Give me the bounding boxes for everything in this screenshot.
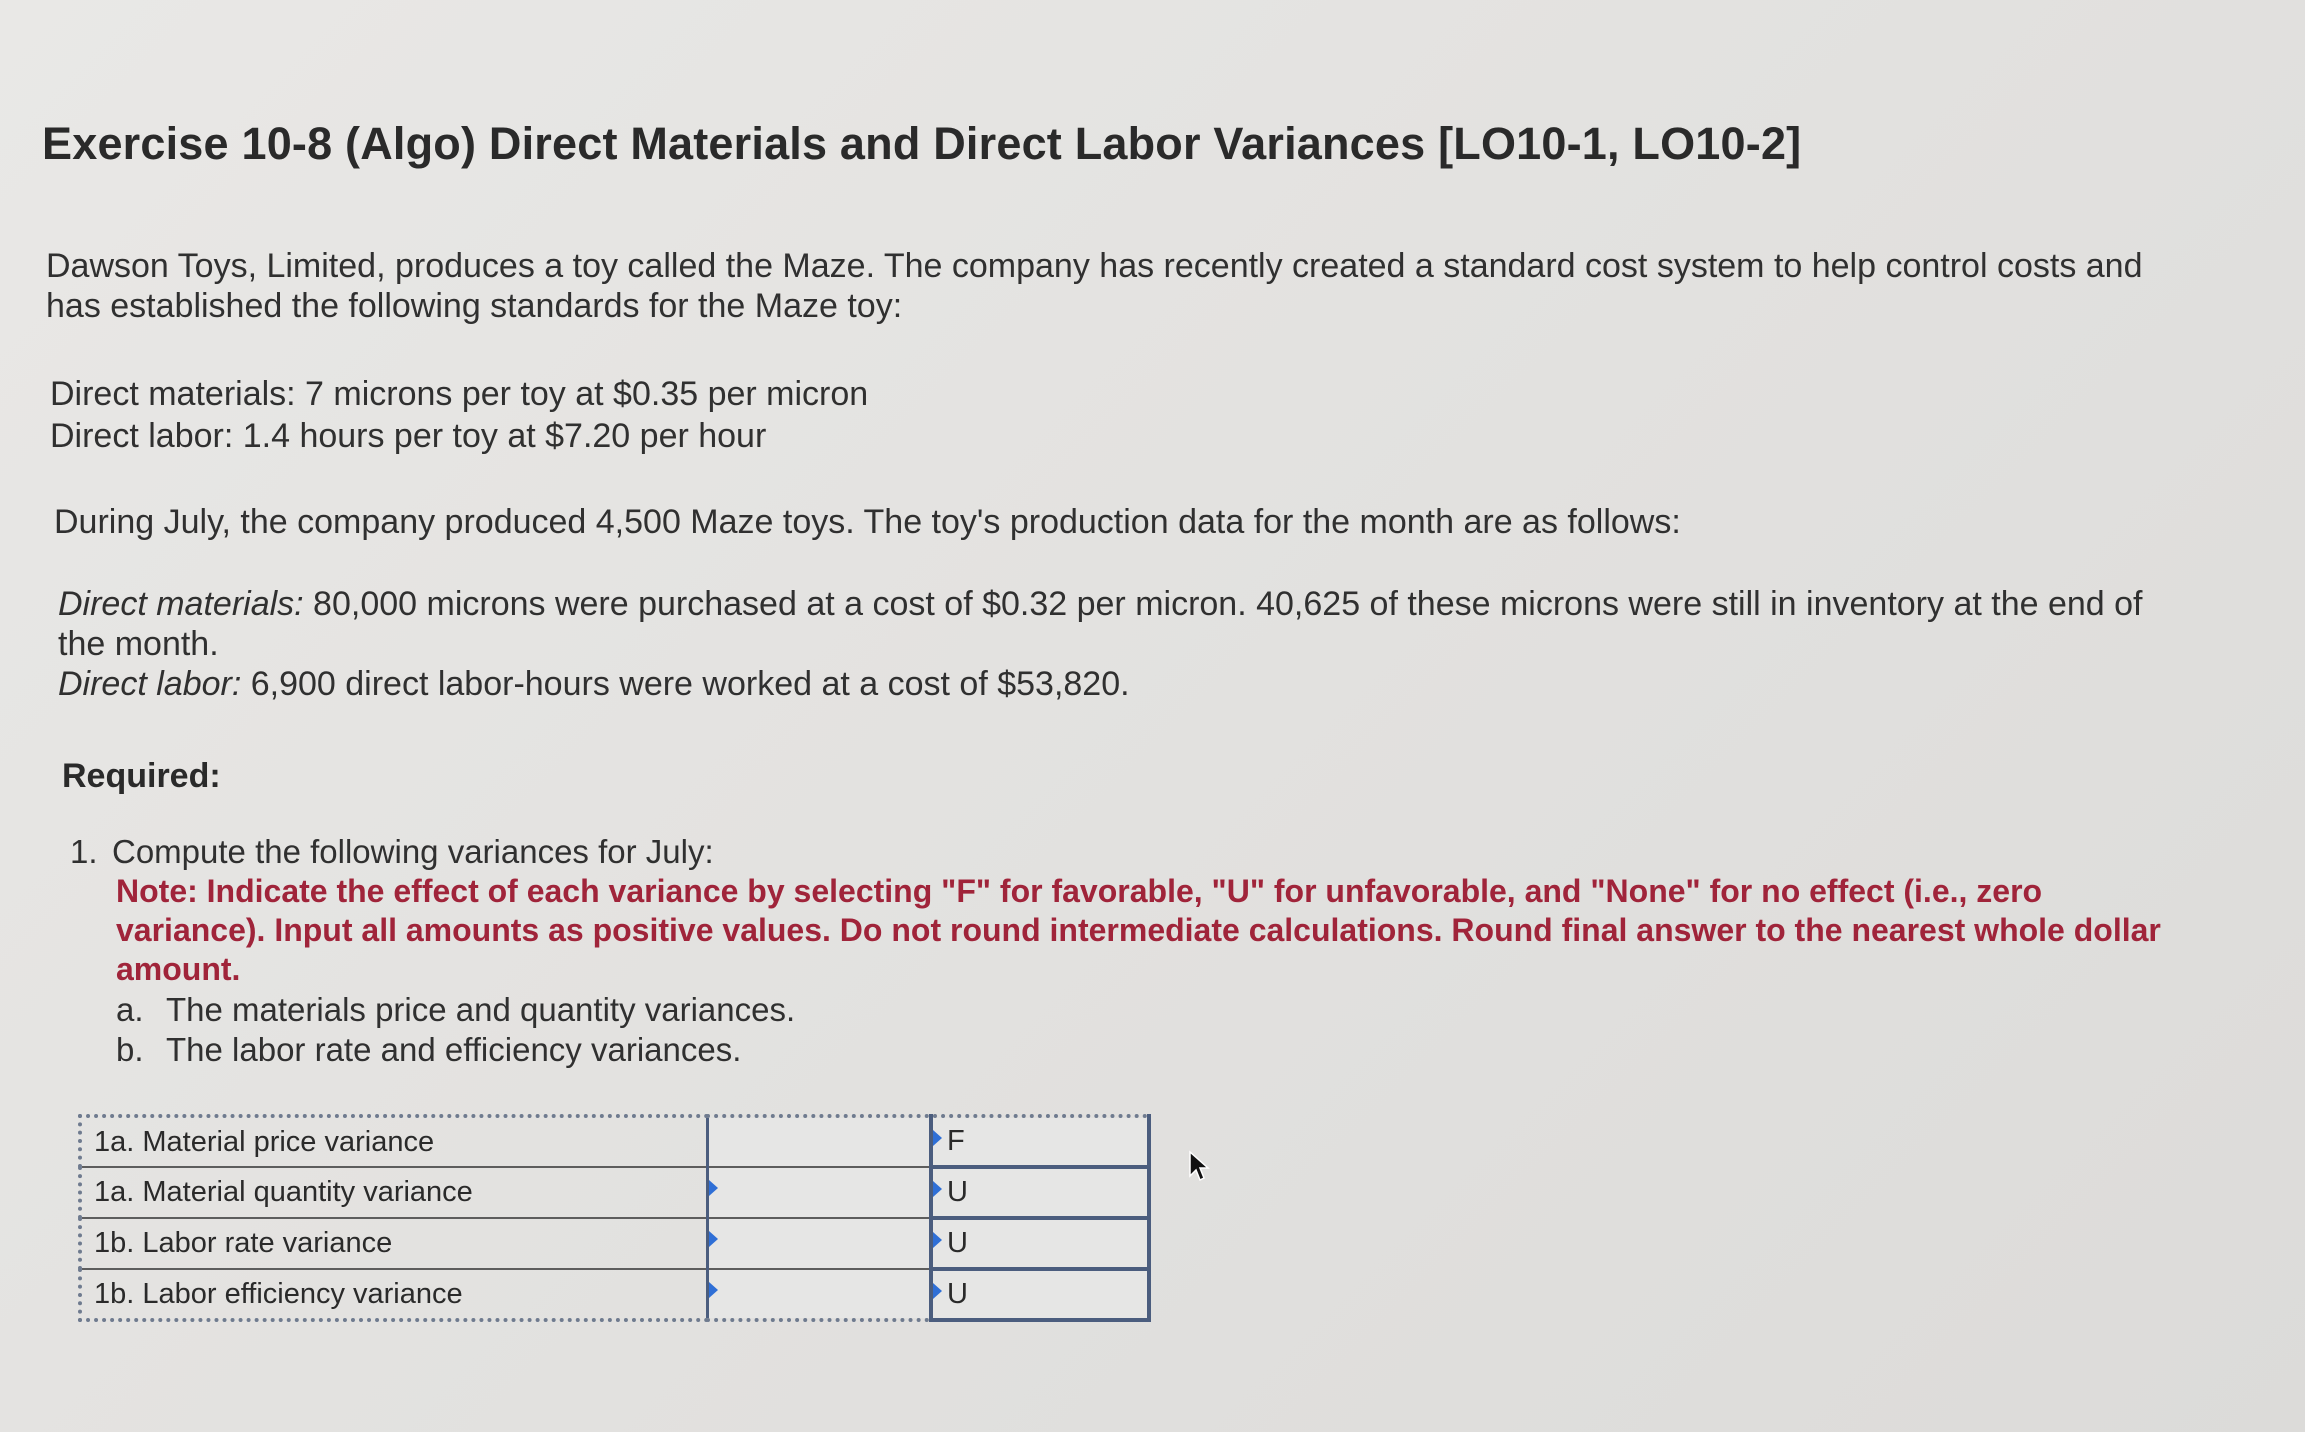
- part-a-text: The materials price and quantity variances.: [166, 991, 796, 1028]
- effect-select-labor-rate[interactable]: [931, 1218, 1149, 1269]
- required-heading: Required:: [62, 757, 221, 795]
- row-label: 1b. Labor rate variance: [80, 1218, 708, 1269]
- effect-select-material-price[interactable]: [931, 1116, 1149, 1167]
- answer-table: [78, 1114, 1151, 1322]
- part-b-letter: b.: [116, 1031, 144, 1068]
- question-part-b: [116, 1030, 741, 1070]
- effect-select-material-quantity[interactable]: [931, 1167, 1149, 1218]
- amount-input-material-price[interactable]: [708, 1116, 932, 1167]
- production-data: [58, 584, 2158, 704]
- production-materials: [58, 584, 2158, 664]
- standards-block: [50, 374, 1450, 458]
- table-row: [80, 1167, 1149, 1218]
- effect-value: U: [947, 1278, 968, 1310]
- question-number: 1.: [70, 833, 98, 870]
- effect-value: F: [947, 1125, 965, 1157]
- question-stem: Compute the following variances for July:: [112, 833, 714, 870]
- dropdown-marker-icon: [933, 1232, 942, 1248]
- row-label: 1a. Material quantity variance: [80, 1167, 708, 1218]
- dropdown-marker-icon: [709, 1231, 718, 1247]
- materials-text: 80,000 microns were purchased at a cost of $0.32 per micron. 40,625 of these microns were still in inventory at the end of the month.: [58, 585, 2143, 663]
- row-label: 1b. Labor efficiency variance: [80, 1269, 708, 1320]
- dropdown-marker-icon: [709, 1282, 718, 1298]
- question-part-a: [116, 990, 795, 1030]
- table-row: [80, 1269, 1149, 1320]
- table-row: [80, 1218, 1149, 1269]
- dropdown-marker-icon: [933, 1283, 942, 1299]
- question-note: Note: Indicate the effect of each variance by selecting "F" for favorable, "U" for unfavorable, and "None" for no effect (i.e., zero variance). Input all amounts as positive values. Do not round intermediate calculations. Round final answer to the nearest whole dollar amount.: [116, 873, 2161, 987]
- effect-value: U: [947, 1227, 968, 1259]
- effect-value: U: [947, 1176, 968, 1208]
- row-label: 1a. Material price variance: [80, 1116, 708, 1167]
- production-labor: [58, 664, 2158, 704]
- materials-label: Direct materials:: [58, 585, 304, 623]
- labor-text: 6,900 direct labor-hours were worked at a cost of $53,820.: [241, 665, 1130, 703]
- mouse-pointer-icon: [1188, 1150, 1212, 1184]
- part-b-text: The labor rate and efficiency variances.: [166, 1031, 742, 1068]
- amount-input-material-quantity[interactable]: [708, 1167, 932, 1218]
- standard-materials: Direct materials: 7 microns per toy at $0.35 per micron: [50, 375, 869, 413]
- intro-paragraph: Dawson Toys, Limited, produces a toy called the Maze. The company has recently created a standard cost system to help control costs and has established the following standards for the Maze toy:: [46, 247, 2143, 325]
- dropdown-marker-icon: [709, 1180, 718, 1196]
- part-a-letter: a.: [116, 991, 144, 1028]
- standard-labor: Direct labor: 1.4 hours per toy at $7.20 per hour: [50, 417, 767, 455]
- dropdown-marker-icon: [933, 1130, 942, 1146]
- labor-label: Direct labor:: [58, 665, 242, 703]
- effect-select-labor-efficiency[interactable]: [931, 1269, 1149, 1320]
- table-row: [80, 1116, 1149, 1167]
- dropdown-marker-icon: [933, 1181, 942, 1197]
- page-title: Exercise 10-8 (Algo) Direct Materials and Direct Labor Variances [LO10-1, LO10-2]: [42, 118, 1802, 169]
- amount-input-labor-efficiency[interactable]: [708, 1269, 932, 1320]
- amount-input-labor-rate[interactable]: [708, 1218, 932, 1269]
- production-intro: During July, the company produced 4,500 Maze toys. The toy's production data for the month are as follows:: [54, 503, 1681, 541]
